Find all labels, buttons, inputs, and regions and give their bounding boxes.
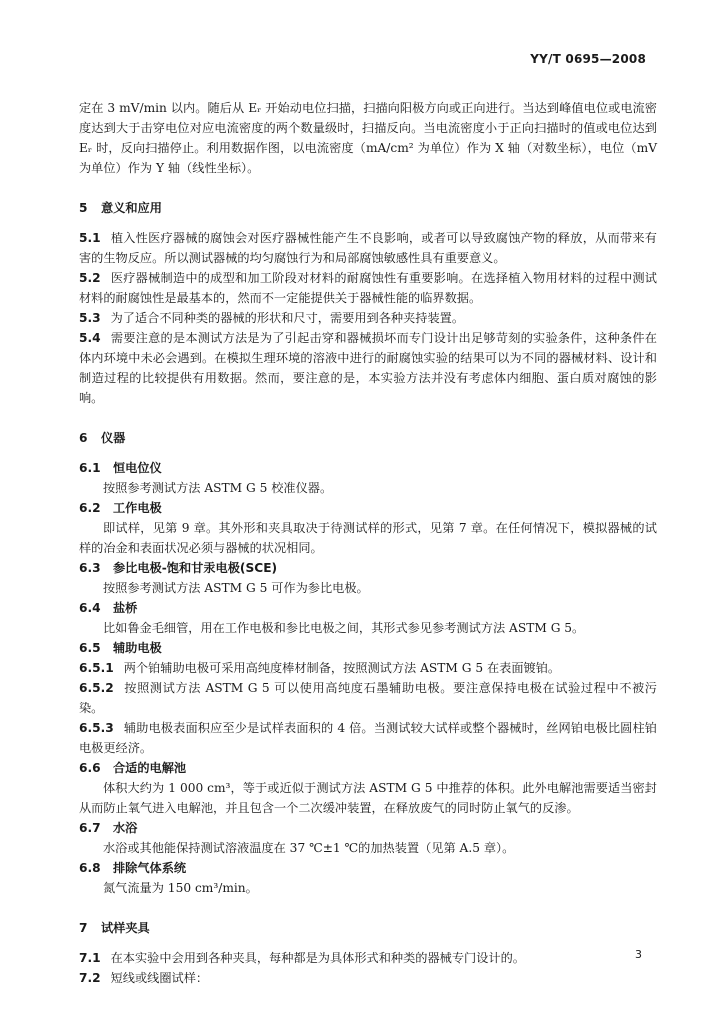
subclause-6-8-text: 氮气流量为 150 cm³/min。: [103, 881, 258, 895]
clause-number: 6.5.1: [79, 661, 114, 675]
subclause-6-1-text: 按照参考测试方法 ASTM G 5 校准仪器。: [103, 481, 333, 495]
clause-number: 5.3: [79, 311, 101, 325]
clause-5-4: [79, 328, 657, 408]
subclause-title: 工作电极: [113, 501, 162, 515]
intro-paragraph: 定在 3 mV/min 以内。随后从 Eᵣ 开始动电位扫描，扫描向阳极方向或正向进行。当达到峰值电位或电流密度达到大于击穿电位对应电流密度的两个数量级时，扫描反向。当电流密度小于正向扫描时的值或电位达到 Eᵣ 时，反向扫描停止。利用数据作图，以电流密度（mA/cm² 为单位）作为 X 轴（对数坐标），电位（mV 为单位）作为 Y 轴（线性坐标）。: [79, 101, 657, 175]
section-heading-7: [79, 918, 657, 938]
subclause-6-6-text: 体积大约为 1 000 cm³，等于或近似于测试方法 ASTM G 5 中推荐的体积。此外电解池需要适当密封从而防止氧气进入电解池，并且包含一个二次缓冲装置，在释放废气的同时防止氧气的反渗。: [79, 781, 657, 815]
page-number: 3: [635, 948, 642, 961]
subclause-number: 6.2: [79, 501, 101, 515]
section-title: 意义和应用: [101, 201, 162, 215]
clause-number: 6.5.3: [79, 721, 114, 735]
clause-7-2: [79, 968, 657, 988]
subclause-6-7-text: 水浴或其他能保持测试溶液温度在 37 ℃±1 ℃的加热装置（见第 A.5 章）。: [103, 841, 515, 855]
clause-number: 6.5.2: [79, 681, 114, 695]
section-number: 6: [79, 431, 88, 445]
subclause-6-2-text: 即试样，见第 9 章。其外形和夹具取决于待测试样的形式，见第 7 章。在任何情况下，模拟器械的试样的冶金和表面状况必须与器械的状况相同。: [79, 521, 657, 555]
clause-text: 按照测试方法 ASTM G 5 可以使用高纯度石墨辅助电极。要注意保持电极在试验过程中不被污染。: [79, 681, 657, 715]
subclause-number: 6.4: [79, 601, 101, 615]
clause-text: 需要注意的是本测试方法是为了引起击穿和器械损坏而专门设计出足够苛刻的实验条件，这种条件在体内环境中未必会遇到。在模拟生理环境的溶液中进行的耐腐蚀实验的结果可以为不同的器械材料、设计和制造过程的比较提供有用数据。然而，要注意的是，本实验方法并没有考虑体内细胞、蛋白质对腐蚀的影响。: [79, 331, 657, 405]
clause-text: 为了适合不同种类的器械的形状和尺寸，需要用到各种夹持装置。: [110, 311, 465, 325]
section-title: 试样夹具: [101, 921, 150, 935]
subclause-6-6-heading: [79, 758, 657, 778]
subclause-6-1-heading: [79, 458, 657, 478]
clause-text: 医疗器械制造中的成型和加工阶段对材料的耐腐蚀性有重要影响。在选择植入物用材料的过程中测试材料的耐腐蚀性是最基本的，然而不一定能提供关于器械性能的临界数据。: [79, 271, 657, 305]
subclause-6-4-text: 比如鲁金毛细管，用在工作电极和参比电极之间，其形式参见参考测试方法 ASTM G 5。: [103, 621, 585, 635]
subclause-number: 6.3: [79, 561, 101, 575]
subclause-number: 6.8: [79, 861, 101, 875]
subclause-title: 参比电极-饱和甘汞电极(SCE): [113, 561, 278, 575]
document-body: [79, 98, 657, 988]
clause-7-1: [79, 948, 657, 968]
subclause-6-5-1: [79, 658, 657, 678]
clause-text: 两个铂辅助电极可采用高纯度棒材制备，按照测试方法 ASTM G 5 在表面镀铂。: [123, 661, 561, 675]
subclause-6-3-heading: [79, 558, 657, 578]
subclause-6-5-heading: [79, 638, 657, 658]
clause-5-2: [79, 268, 657, 308]
clause-number: 7.1: [79, 951, 101, 965]
subclause-6-4-heading: [79, 598, 657, 618]
subclause-title: 恒电位仪: [113, 461, 162, 475]
section-title: 仪器: [101, 431, 126, 445]
subclause-number: 6.5: [79, 641, 101, 655]
clause-5-3: [79, 308, 657, 328]
subclause-title: 合适的电解池: [113, 761, 187, 775]
section-number: 5: [79, 201, 88, 215]
subclause-6-7-heading: [79, 818, 657, 838]
subclause-number: 6.7: [79, 821, 101, 835]
clause-text: 在本实验中会用到各种夹具，每种都是为具体形式和种类的器械专门设计的。: [110, 951, 525, 965]
subclause-number: 6.1: [79, 461, 101, 475]
clause-number: 5.1: [79, 231, 101, 245]
standard-number-header: YY/T 0695—2008: [530, 52, 646, 66]
clause-text: 辅助电极表面积应至少是试样表面积的 4 倍。当测试较大试样或整个器械时，丝网铂电极比圆柱铂电极更经济。: [79, 721, 657, 755]
subclause-6-8-heading: [79, 858, 657, 878]
clause-number: 5.2: [79, 271, 101, 285]
subclause-title: 排除气体系统: [113, 861, 187, 875]
clause-number: 7.2: [79, 971, 101, 985]
clause-number: 5.4: [79, 331, 101, 345]
section-heading-6: [79, 428, 657, 448]
subclause-6-3-text: 按照参考测试方法 ASTM G 5 可作为参比电极。: [103, 581, 369, 595]
subclause-title: 盐桥: [113, 601, 138, 615]
subclause-6-5-3: [79, 718, 657, 758]
subclause-title: 水浴: [113, 821, 138, 835]
clause-text: 植入性医疗器械的腐蚀会对医疗器械性能产生不良影响，或者可以导致腐蚀产物的释放，从而带来有害的生物反应。所以测试器械的均匀腐蚀行为和局部腐蚀敏感性具有重要意义。: [79, 231, 657, 265]
clause-text: 短线或线圈试样：: [110, 971, 209, 985]
subclause-6-5-2: [79, 678, 657, 718]
section-heading-5: [79, 198, 657, 218]
subclause-title: 辅助电极: [113, 641, 162, 655]
clause-5-1: [79, 228, 657, 268]
subclause-number: 6.6: [79, 761, 101, 775]
subclause-6-2-heading: [79, 498, 657, 518]
section-number: 7: [79, 921, 88, 935]
